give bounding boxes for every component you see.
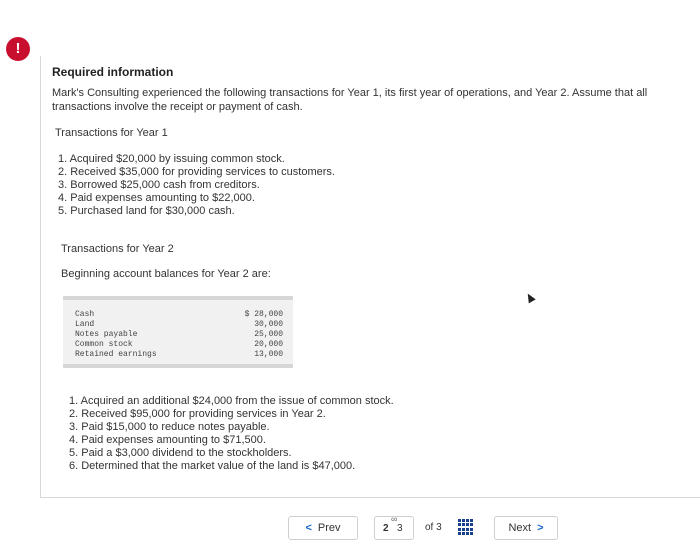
account-name: Land — [75, 320, 95, 329]
year2-heading: Transactions for Year 2 — [61, 243, 174, 255]
infinity-icon: ∞ — [391, 514, 398, 524]
account-name: Retained earnings — [75, 350, 157, 359]
account-name: Cash — [75, 310, 95, 319]
year1-list — [58, 153, 335, 218]
prev-label: Prev — [317, 522, 341, 534]
account-value: $ 28,000 — [244, 310, 283, 319]
list-item: 4. Paid expenses amounting to $22,000. — [58, 192, 255, 204]
year1-heading: Transactions for Year 1 — [55, 127, 168, 139]
list-item: 3. Borrowed $25,000 cash from creditors. — [58, 179, 260, 191]
list-item: 2. Received $95,000 for providing services in Year 2. — [69, 408, 326, 420]
list-item: 1. Acquired an additional $24,000 from the issue of common stock. — [69, 395, 394, 407]
account-value: 20,000 — [254, 340, 283, 349]
intro-text: Mark's Consulting experienced the following transactions for Year 1, its first year of operations, and Year 2. Assume that all transactions involve the receipt or payment of cash. — [52, 87, 648, 113]
alert-icon: ! — [6, 37, 30, 61]
list-item: 6. Determined that the market value of the land is $47,000. — [69, 460, 356, 472]
list-item: 5. Paid a $3,000 dividend to the stockholders. — [69, 447, 292, 459]
account-name: Common stock — [75, 340, 133, 349]
page-selector[interactable] — [374, 516, 414, 540]
table-row — [75, 350, 283, 360]
balances-heading: Beginning account balances for Year 2 are: — [61, 268, 271, 280]
table-row — [75, 330, 283, 340]
list-item: 3. Paid $15,000 to reduce notes payable. — [69, 421, 270, 433]
next-button[interactable] — [494, 516, 558, 540]
prev-button[interactable] — [288, 516, 358, 540]
list-item: 5. Purchased land for $30,000 cash. — [58, 205, 235, 217]
table-row — [75, 310, 283, 320]
list-item: 1. Acquired $20,000 by issuing common stock. — [58, 153, 285, 165]
grid-icon[interactable] — [458, 519, 474, 535]
account-name: Notes payable — [75, 330, 138, 339]
list-item: 2. Received $35,000 for providing services to customers. — [58, 166, 335, 178]
account-value: 25,000 — [254, 330, 283, 339]
page-count: of 3 — [425, 522, 442, 533]
table-row — [75, 320, 283, 330]
account-value: 30,000 — [254, 320, 283, 329]
section-title: Required information — [52, 65, 174, 79]
page-3[interactable]: 3 — [397, 523, 403, 534]
current-page[interactable]: 2 — [383, 523, 389, 534]
balances-table — [63, 296, 293, 368]
next-label: Next — [508, 522, 532, 534]
account-value: 13,000 — [254, 350, 283, 359]
table-row — [75, 340, 283, 350]
year2-list — [69, 395, 394, 473]
chevron-left-icon: < — [305, 522, 312, 534]
list-item: 4. Paid expenses amounting to $71,500. — [69, 434, 266, 446]
chevron-right-icon: > — [537, 522, 544, 534]
